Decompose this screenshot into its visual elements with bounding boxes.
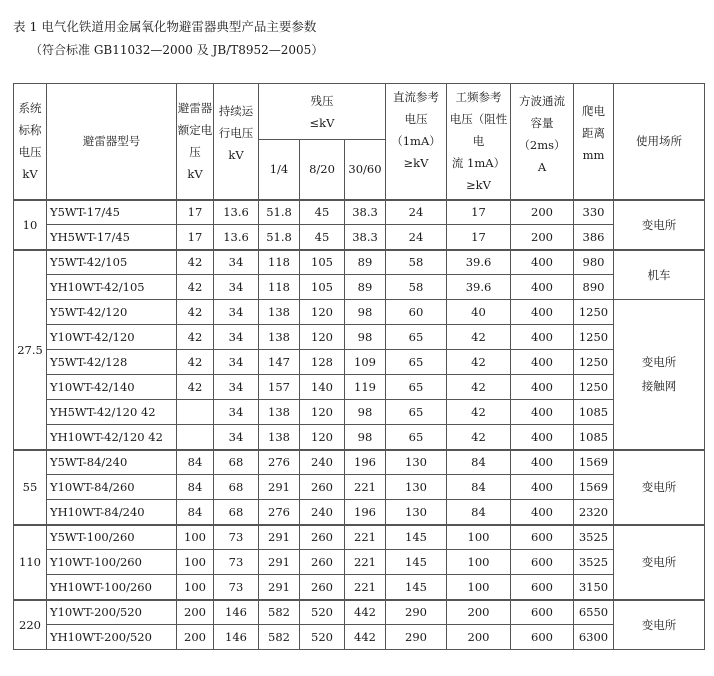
- continuous-voltage-cell: 68: [214, 475, 259, 500]
- table-body: [14, 200, 705, 650]
- square-wave-cell: 400: [511, 450, 574, 475]
- usage-cell: [614, 525, 705, 600]
- residual-30-60-cell: 109: [345, 350, 386, 375]
- dc-reference-cell: 130: [386, 500, 447, 525]
- model-cell: YH10WT-42/105: [47, 275, 177, 300]
- residual-1-4-cell: 276: [259, 500, 300, 525]
- residual-1-4-cell: 147: [259, 350, 300, 375]
- rated-voltage-cell: 84: [177, 450, 214, 475]
- dc-reference-cell: 65: [386, 350, 447, 375]
- square-wave-cell: 400: [511, 350, 574, 375]
- residual-30-60-cell: 196: [345, 500, 386, 525]
- usage-cell: [614, 450, 705, 525]
- residual-30-60-cell: 221: [345, 475, 386, 500]
- rated-voltage-cell: 200: [177, 625, 214, 650]
- dc-reference-cell: 65: [386, 425, 447, 450]
- square-wave-cell: 400: [511, 275, 574, 300]
- continuous-voltage-cell: 34: [214, 325, 259, 350]
- header-residual-voltage: 残压 ≤kV: [259, 84, 386, 140]
- residual-8-20-cell: 128: [300, 350, 345, 375]
- continuous-voltage-cell: 13.6: [214, 225, 259, 250]
- residual-1-4-cell: 291: [259, 475, 300, 500]
- continuous-voltage-cell: 146: [214, 600, 259, 625]
- residual-8-20-cell: 240: [300, 450, 345, 475]
- rated-voltage-cell: 100: [177, 550, 214, 575]
- model-cell: Y5WT-42/128: [47, 350, 177, 375]
- table-row: [14, 225, 705, 250]
- usage-cell: [614, 300, 705, 450]
- residual-30-60-cell: 98: [345, 300, 386, 325]
- square-wave-cell: 400: [511, 375, 574, 400]
- square-wave-cell: 200: [511, 225, 574, 250]
- dc-reference-cell: 58: [386, 250, 447, 275]
- residual-1-4-cell: 291: [259, 525, 300, 550]
- usage-label: 变电所: [641, 355, 677, 370]
- rated-voltage-cell: 200: [177, 600, 214, 625]
- rated-voltage-cell: 17: [177, 200, 214, 225]
- square-wave-cell: 400: [511, 325, 574, 350]
- system-voltage-cell: 110: [14, 525, 47, 600]
- residual-30-60-cell: 89: [345, 275, 386, 300]
- pf-reference-cell: 17: [447, 200, 511, 225]
- header-residual-1-4: 1/4: [259, 140, 300, 200]
- residual-1-4-cell: 291: [259, 550, 300, 575]
- residual-1-4-cell: 118: [259, 250, 300, 275]
- residual-1-4-cell: 138: [259, 400, 300, 425]
- residual-30-60-cell: 221: [345, 575, 386, 600]
- creepage-cell: 330: [574, 200, 614, 225]
- creepage-cell: 386: [574, 225, 614, 250]
- residual-8-20-cell: 520: [300, 625, 345, 650]
- residual-1-4-cell: 582: [259, 600, 300, 625]
- pf-reference-cell: 39.6: [447, 250, 511, 275]
- header-continuous-voltage: 持续运 行电压 kV: [214, 84, 259, 200]
- continuous-voltage-cell: 34: [214, 250, 259, 275]
- continuous-voltage-cell: 146: [214, 625, 259, 650]
- pf-reference-cell: 42: [447, 400, 511, 425]
- table-row: [14, 325, 705, 350]
- table-row: [14, 600, 705, 625]
- residual-1-4-cell: 51.8: [259, 225, 300, 250]
- system-voltage-cell: 220: [14, 600, 47, 650]
- square-wave-cell: 600: [511, 625, 574, 650]
- residual-30-60-cell: 38.3: [345, 225, 386, 250]
- creepage-cell: 1250: [574, 350, 614, 375]
- header-creepage: 爬电 距离 mm: [574, 84, 614, 200]
- system-voltage-cell: 10: [14, 200, 47, 250]
- dc-reference-cell: 65: [386, 325, 447, 350]
- residual-8-20-cell: 120: [300, 300, 345, 325]
- table-row: [14, 275, 705, 300]
- residual-30-60-cell: 119: [345, 375, 386, 400]
- model-cell: Y10WT-100/260: [47, 550, 177, 575]
- residual-1-4-cell: 51.8: [259, 200, 300, 225]
- table-row: [14, 425, 705, 450]
- residual-1-4-cell: 582: [259, 625, 300, 650]
- pf-reference-cell: 42: [447, 425, 511, 450]
- continuous-voltage-cell: 73: [214, 575, 259, 600]
- pf-reference-cell: 100: [447, 525, 511, 550]
- table-row: [14, 500, 705, 525]
- residual-1-4-cell: 138: [259, 425, 300, 450]
- creepage-cell: 1569: [574, 475, 614, 500]
- dc-reference-cell: 290: [386, 600, 447, 625]
- table-subtitle: （符合标准 GB11032—2000 及 JB/T8952—2005）: [30, 43, 324, 57]
- rated-voltage-cell: 42: [177, 350, 214, 375]
- usage-cell: [614, 600, 705, 650]
- table-row: [14, 550, 705, 575]
- continuous-voltage-cell: 34: [214, 400, 259, 425]
- dc-reference-cell: 65: [386, 400, 447, 425]
- table-row: [14, 575, 705, 600]
- header-system-voltage: 系统 标称 电压 kV: [14, 84, 47, 200]
- usage-cell: [614, 200, 705, 250]
- dc-reference-cell: 24: [386, 225, 447, 250]
- continuous-voltage-cell: 68: [214, 500, 259, 525]
- residual-30-60-cell: 221: [345, 525, 386, 550]
- table-row: [14, 300, 705, 325]
- table-row: [14, 400, 705, 425]
- rated-voltage-cell: 42: [177, 275, 214, 300]
- creepage-cell: 1085: [574, 425, 614, 450]
- model-cell: Y5WT-17/45: [47, 200, 177, 225]
- pf-reference-cell: 200: [447, 600, 511, 625]
- model-cell: Y5WT-42/105: [47, 250, 177, 275]
- residual-30-60-cell: 442: [345, 625, 386, 650]
- header-square-wave: 方波通流 容量 （2ms） A: [511, 84, 574, 200]
- residual-30-60-cell: 442: [345, 600, 386, 625]
- model-cell: Y5WT-100/260: [47, 525, 177, 550]
- table-row: [14, 250, 705, 275]
- residual-30-60-cell: 89: [345, 250, 386, 275]
- model-cell: YH10WT-84/240: [47, 500, 177, 525]
- square-wave-cell: 400: [511, 425, 574, 450]
- arrester-parameter-table: [13, 83, 705, 650]
- residual-8-20-cell: 520: [300, 600, 345, 625]
- creepage-cell: 6300: [574, 625, 614, 650]
- creepage-cell: 3525: [574, 525, 614, 550]
- model-cell: Y5WT-42/120: [47, 300, 177, 325]
- square-wave-cell: 400: [511, 300, 574, 325]
- residual-8-20-cell: 260: [300, 475, 345, 500]
- residual-30-60-cell: 196: [345, 450, 386, 475]
- residual-1-4-cell: 291: [259, 575, 300, 600]
- usage-cell: [614, 250, 705, 300]
- residual-8-20-cell: 260: [300, 550, 345, 575]
- system-voltage-cell: 55: [14, 450, 47, 525]
- residual-8-20-cell: 120: [300, 325, 345, 350]
- continuous-voltage-cell: 34: [214, 375, 259, 400]
- table-title: 表 1 电气化铁道用金属氧化物避雷器典型产品主要参数: [13, 19, 317, 34]
- rated-voltage-cell: 84: [177, 500, 214, 525]
- pf-reference-cell: 84: [447, 450, 511, 475]
- residual-1-4-cell: 138: [259, 300, 300, 325]
- creepage-cell: 3525: [574, 550, 614, 575]
- header-dc-reference: 直流参考 电压 （1mA） ≥kV: [386, 84, 447, 200]
- residual-30-60-cell: 98: [345, 325, 386, 350]
- residual-1-4-cell: 138: [259, 325, 300, 350]
- usage-label: 机车: [647, 267, 671, 282]
- square-wave-cell: 400: [511, 250, 574, 275]
- creepage-cell: 1250: [574, 375, 614, 400]
- residual-8-20-cell: 260: [300, 525, 345, 550]
- residual-8-20-cell: 45: [300, 200, 345, 225]
- dc-reference-cell: 130: [386, 475, 447, 500]
- residual-30-60-cell: 98: [345, 400, 386, 425]
- model-cell: Y10WT-84/260: [47, 475, 177, 500]
- table-row: [14, 200, 705, 225]
- residual-8-20-cell: 260: [300, 575, 345, 600]
- creepage-cell: 3150: [574, 575, 614, 600]
- square-wave-cell: 400: [511, 500, 574, 525]
- pf-reference-cell: 40: [447, 300, 511, 325]
- table-row: [14, 625, 705, 650]
- residual-8-20-cell: 140: [300, 375, 345, 400]
- creepage-cell: 2320: [574, 500, 614, 525]
- creepage-cell: 890: [574, 275, 614, 300]
- residual-8-20-cell: 240: [300, 500, 345, 525]
- square-wave-cell: 200: [511, 200, 574, 225]
- table-row: [14, 450, 705, 475]
- dc-reference-cell: 145: [386, 575, 447, 600]
- table-row: [14, 525, 705, 550]
- square-wave-cell: 600: [511, 600, 574, 625]
- model-cell: YH5WT-42/120 42: [47, 400, 177, 425]
- residual-30-60-cell: 98: [345, 425, 386, 450]
- square-wave-cell: 400: [511, 475, 574, 500]
- square-wave-cell: 600: [511, 575, 574, 600]
- continuous-voltage-cell: 34: [214, 425, 259, 450]
- header-residual-30-60: 30/60: [345, 140, 386, 200]
- residual-8-20-cell: 45: [300, 225, 345, 250]
- usage-label: 变电所: [641, 480, 677, 494]
- creepage-cell: 980: [574, 250, 614, 275]
- dc-reference-cell: 58: [386, 275, 447, 300]
- model-cell: Y10WT-42/140: [47, 375, 177, 400]
- pf-reference-cell: 100: [447, 575, 511, 600]
- continuous-voltage-cell: 73: [214, 525, 259, 550]
- creepage-cell: 1569: [574, 450, 614, 475]
- pf-reference-cell: 100: [447, 550, 511, 575]
- header-rated-voltage: 避雷器 额定电 压 kV: [177, 84, 214, 200]
- rated-voltage-cell: [177, 425, 214, 450]
- residual-30-60-cell: 38.3: [345, 200, 386, 225]
- rated-voltage-cell: 17: [177, 225, 214, 250]
- model-cell: Y10WT-42/120: [47, 325, 177, 350]
- header-usage: 使用场所: [614, 84, 705, 200]
- residual-1-4-cell: 118: [259, 275, 300, 300]
- creepage-cell: 6550: [574, 600, 614, 625]
- dc-reference-cell: 130: [386, 450, 447, 475]
- header-power-frequency-reference: 工频参考 电压（阻性电 流 1mA） ≥kV: [447, 84, 511, 200]
- pf-reference-cell: 84: [447, 475, 511, 500]
- continuous-voltage-cell: 34: [214, 275, 259, 300]
- square-wave-cell: 600: [511, 525, 574, 550]
- rated-voltage-cell: 42: [177, 250, 214, 275]
- creepage-cell: 1250: [574, 300, 614, 325]
- model-cell: YH5WT-17/45: [47, 225, 177, 250]
- system-voltage-cell: 27.5: [14, 250, 47, 450]
- rated-voltage-cell: 42: [177, 325, 214, 350]
- pf-reference-cell: 84: [447, 500, 511, 525]
- table-row: [14, 375, 705, 400]
- model-cell: YH10WT-42/120 42: [47, 425, 177, 450]
- square-wave-cell: 600: [511, 550, 574, 575]
- dc-reference-cell: 65: [386, 375, 447, 400]
- continuous-voltage-cell: 34: [214, 300, 259, 325]
- model-cell: YH10WT-100/260: [47, 575, 177, 600]
- usage-label: 变电所: [641, 617, 677, 632]
- rated-voltage-cell: 42: [177, 375, 214, 400]
- creepage-cell: 1250: [574, 325, 614, 350]
- dc-reference-cell: 24: [386, 200, 447, 225]
- residual-8-20-cell: 105: [300, 275, 345, 300]
- rated-voltage-cell: 100: [177, 525, 214, 550]
- usage-label: 变电所: [641, 217, 677, 232]
- usage-label: 变电所: [641, 555, 677, 569]
- header-residual-8-20: 8/20: [300, 140, 345, 200]
- dc-reference-cell: 145: [386, 525, 447, 550]
- creepage-cell: 1085: [574, 400, 614, 425]
- pf-reference-cell: 200: [447, 625, 511, 650]
- dc-reference-cell: 290: [386, 625, 447, 650]
- rated-voltage-cell: [177, 400, 214, 425]
- residual-1-4-cell: 276: [259, 450, 300, 475]
- continuous-voltage-cell: 34: [214, 350, 259, 375]
- continuous-voltage-cell: 68: [214, 450, 259, 475]
- dc-reference-cell: 60: [386, 300, 447, 325]
- usage-label: 接触网: [641, 379, 677, 394]
- residual-1-4-cell: 157: [259, 375, 300, 400]
- table-row: [14, 350, 705, 375]
- pf-reference-cell: 17: [447, 225, 511, 250]
- square-wave-cell: 400: [511, 400, 574, 425]
- header-model: 避雷器型号: [47, 84, 177, 200]
- residual-30-60-cell: 221: [345, 550, 386, 575]
- model-cell: YH10WT-200/520: [47, 625, 177, 650]
- dc-reference-cell: 145: [386, 550, 447, 575]
- rated-voltage-cell: 100: [177, 575, 214, 600]
- model-cell: Y10WT-200/520: [47, 600, 177, 625]
- residual-8-20-cell: 105: [300, 250, 345, 275]
- pf-reference-cell: 42: [447, 375, 511, 400]
- pf-reference-cell: 42: [447, 325, 511, 350]
- rated-voltage-cell: 84: [177, 475, 214, 500]
- table-row: [14, 475, 705, 500]
- continuous-voltage-cell: 13.6: [214, 200, 259, 225]
- model-cell: Y5WT-84/240: [47, 450, 177, 475]
- residual-8-20-cell: 120: [300, 425, 345, 450]
- pf-reference-cell: 42: [447, 350, 511, 375]
- rated-voltage-cell: 42: [177, 300, 214, 325]
- continuous-voltage-cell: 73: [214, 550, 259, 575]
- residual-8-20-cell: 120: [300, 400, 345, 425]
- pf-reference-cell: 39.6: [447, 275, 511, 300]
